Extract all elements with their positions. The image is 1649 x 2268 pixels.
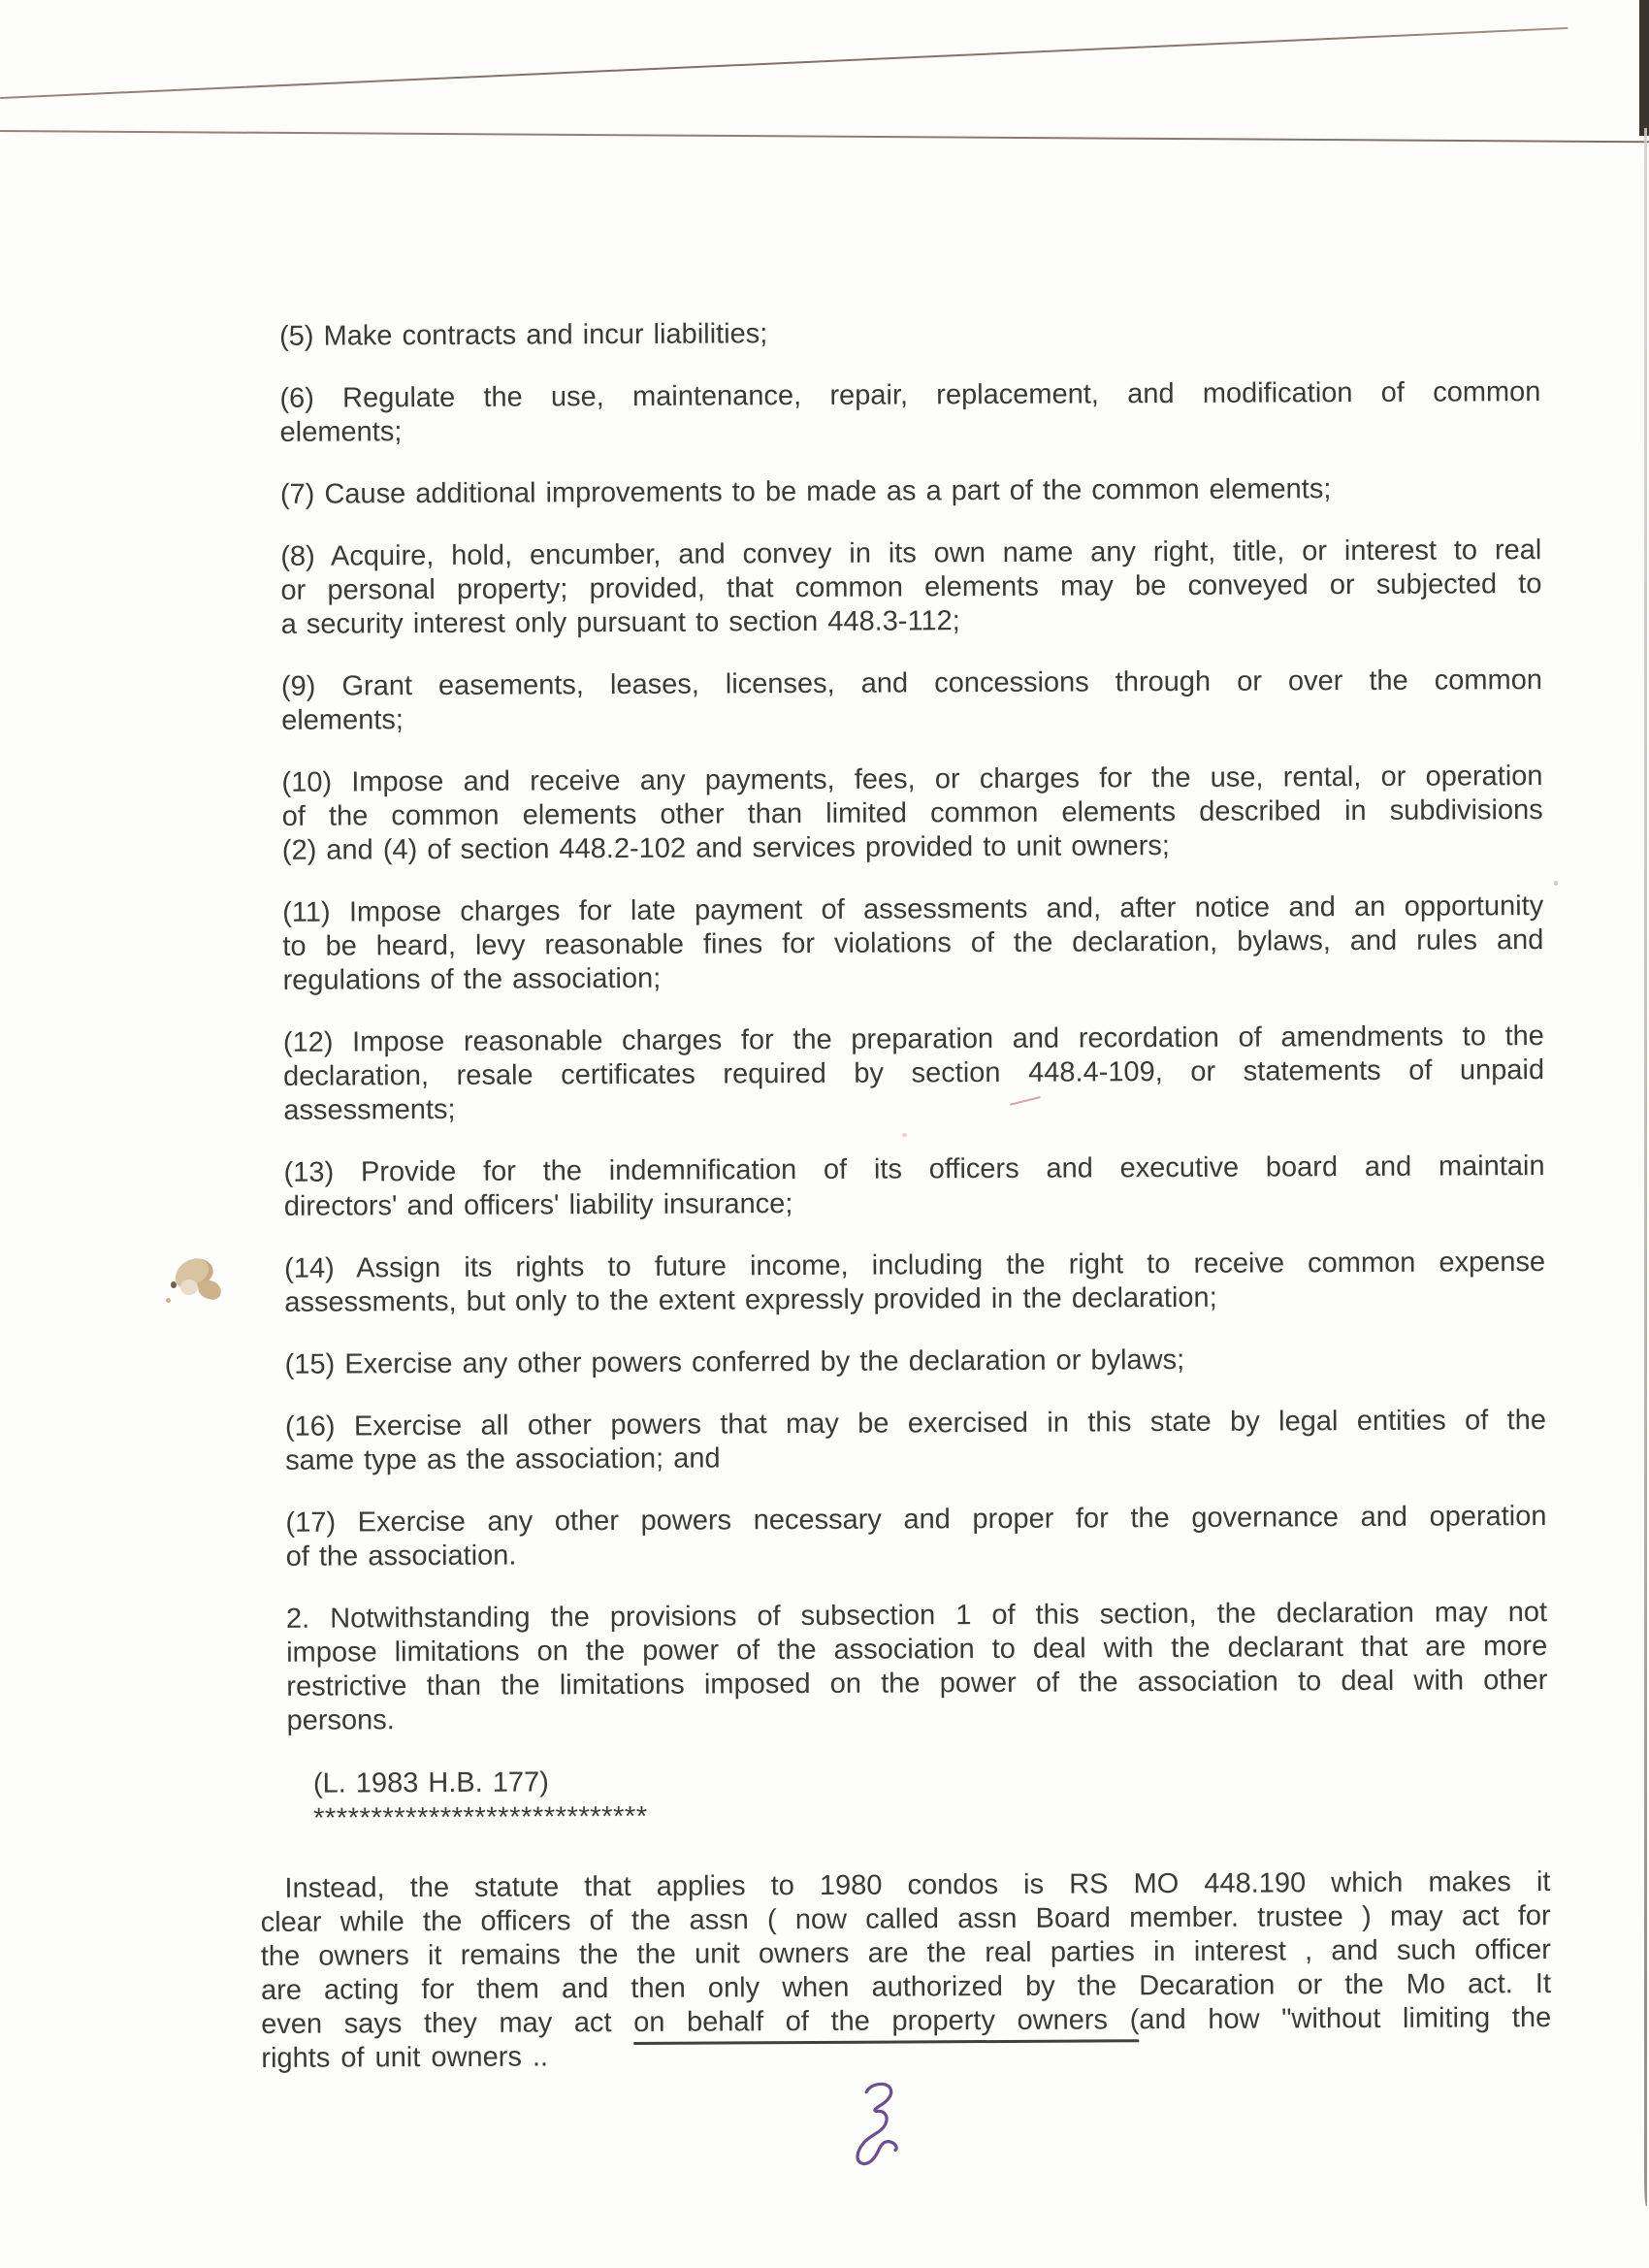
legal-paragraph (284, 1150, 1545, 1224)
text-line: restrictive than the limitations imposed on the power of the association to deal with other (286, 1665, 1548, 1702)
text-line: a security interest only pursuant to section 448.3-112; (280, 605, 960, 640)
handwritten-page-number (844, 2077, 912, 2171)
text-line: (9) Grant easements, leases, licenses, and concessions through or over the common (280, 664, 1543, 702)
text-line: (2) and (4) of section 448.2-102 and services provided to unit owners; (281, 830, 1170, 866)
citation-block (313, 1760, 1550, 1836)
legal-paragraph (285, 1500, 1546, 1574)
scan-edge-line-second (0, 130, 1649, 143)
text-line: elements; (279, 416, 403, 448)
text-line: (7) Cause additional improvements to be made as a part of the common elements; (279, 473, 1332, 510)
text-line: (15) Exercise any other powers conferred by the declaration or bylaws; (284, 1344, 1185, 1380)
text-segment: and how "without limiting the (1139, 2002, 1552, 2036)
scan-edge-line-right (1644, 128, 1647, 2206)
text-segment: even says they may act (261, 2006, 634, 2040)
text-line: (16) Exercise all other powers that may be exercised in this state by legal entities of the (284, 1405, 1547, 1442)
text-line: assessments; (283, 1093, 456, 1126)
legal-paragraph (282, 890, 1544, 998)
legal-paragraph (286, 1596, 1548, 1738)
legal-paragraph (281, 664, 1542, 738)
text-line (261, 2001, 1551, 2042)
text-line: impose limitations on the power of the association to deal with the declarant that are more (286, 1631, 1548, 1669)
legal-paragraph (284, 1246, 1545, 1320)
closing-paragraph (260, 1865, 1551, 2076)
text-line: (11) Impose charges for late payment of assessments and, after notice and an opportunity (282, 891, 1544, 928)
text-line: (5) Make contracts and incur liabilities; (279, 318, 768, 352)
legal-paragraph (285, 1404, 1546, 1478)
scan-gray-speck (1554, 881, 1558, 886)
stain-blob (196, 1279, 222, 1302)
document-content (252, 313, 1551, 2076)
text-line: elements; (281, 704, 404, 736)
text-segment: clear while the officers of the assn ( now called assn Board member. trustee ) may act for (260, 1900, 1551, 1938)
asterisk-divider: ***************************** (313, 1800, 648, 1834)
text-segment: the owners it remains the the unit owners are the real parties in interest , and such officer (260, 1934, 1551, 1972)
text-line: (6) Regulate the use, maintenance, repair, replacement, and modification of common (279, 376, 1541, 414)
underlined-phrase: on behalf of the property owners ( (633, 2004, 1139, 2045)
text-line: (17) Exercise any other powers necessary and proper for the governance and operation (285, 1501, 1547, 1539)
legal-paragraph (280, 471, 1541, 512)
text-line: (12) Impose reasonable charges for the preparation and recordation of amendments to the (282, 1021, 1544, 1058)
legal-paragraph (285, 1342, 1546, 1382)
stain-blob (180, 1280, 198, 1295)
text-line: 2. Notwithstanding the provisions of subsection 1 of this section, the declaration may not (285, 1597, 1548, 1635)
text-line: declaration, resale certificates required by section 448.4-109, or statements of unpaid (282, 1054, 1545, 1092)
text-segment: rights of unit owners .. (261, 2041, 549, 2074)
text-line: regulations of the association; (282, 962, 662, 996)
text-line: directors' and officers' liability insurance; (283, 1188, 793, 1222)
stain-speck (166, 1298, 171, 1303)
stain-speck (171, 1281, 177, 1288)
stain-mark (163, 1253, 233, 1323)
text-segment: Instead, the statute that applies to 1980 condos is RS MO 448.190 which makes it (284, 1866, 1551, 1904)
text-line: same type as the association; and (285, 1442, 721, 1476)
scan-edge-line-top (0, 27, 1568, 99)
text-line: assessments, but only to the extent expressly provided in the declaration; (284, 1281, 1217, 1318)
citation-line: (L. 1983 H.B. 177) (312, 1766, 549, 1799)
text-line: (8) Acquire, hold, encumber, and convey in its own name any right, title, or interest to real (280, 535, 1542, 572)
legal-paragraph (283, 1020, 1545, 1128)
legal-paragraph (279, 375, 1540, 450)
body-paragraphs (279, 313, 1548, 1738)
legal-paragraph (279, 313, 1540, 354)
text-line: (14) Assign its rights to future income, including the right to receive common expense (284, 1247, 1546, 1284)
text-line: or personal property; provided, that common elements may be conveyed or subjected to (280, 568, 1542, 606)
text-line: of the association. (285, 1539, 517, 1572)
text-segment: are acting for them and then only when authorized by the Decaration or the Mo act. It (260, 1968, 1552, 2006)
text-line: (13) Provide for the indemnification of its officers and executive board and maintain (283, 1150, 1545, 1188)
legal-paragraph (280, 534, 1542, 642)
text-line: to be heard, levy reasonable fines for violations of the declaration, bylaws, and rules and (282, 924, 1544, 962)
text-line: (10) Impose and receive any payments, fees, or charges for the use, rental, or operation (281, 761, 1543, 798)
text-line: persons. (286, 1704, 395, 1736)
scan-corner-strip (1639, 0, 1649, 136)
legal-paragraph (281, 760, 1543, 868)
text-line: of the common elements other than limited common elements described in subdivisions (281, 794, 1543, 832)
